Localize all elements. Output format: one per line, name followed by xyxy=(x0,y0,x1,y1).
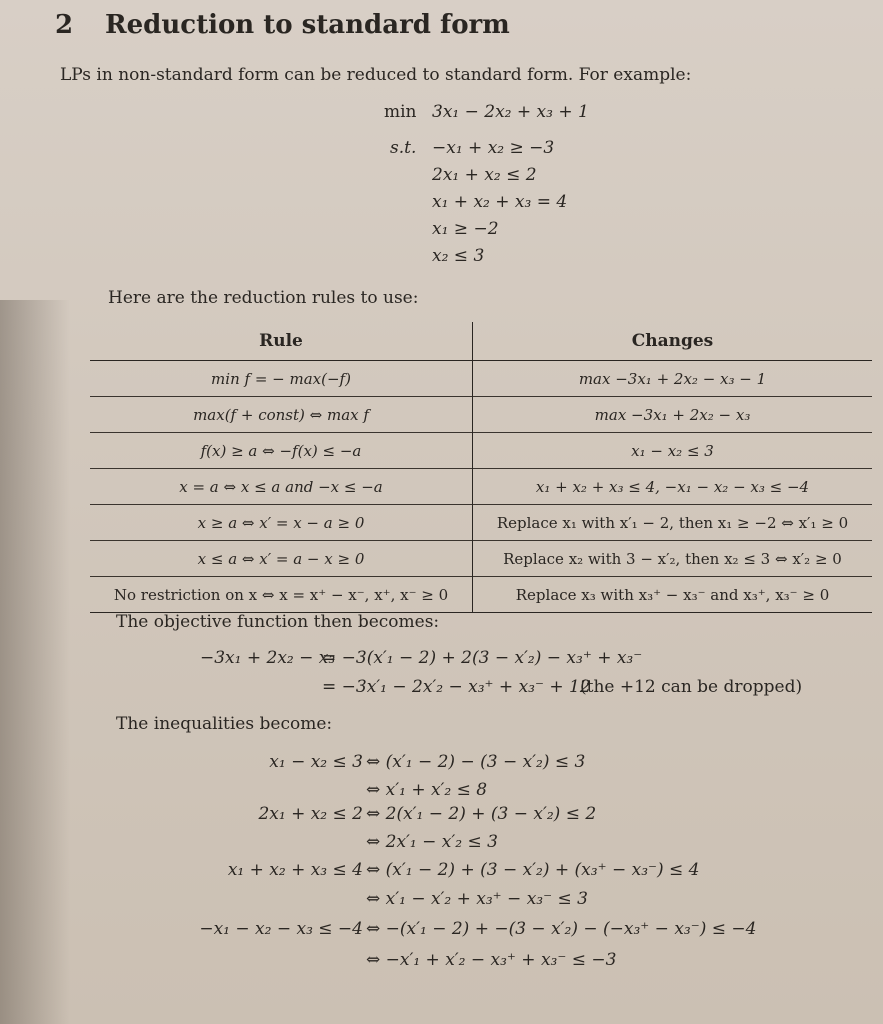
table-row xyxy=(90,541,872,577)
change-cell: Replace x₁ with x′₁ − 2, then x₁ ≥ −2 ⇔ x′₁ ≥ 0 xyxy=(473,505,873,541)
lp-constraint: x₂ ≤ 3 xyxy=(432,246,485,266)
inequalities-intro: The inequalities become: xyxy=(116,714,333,734)
ineq-lhs: −x₁ − x₂ − x₃ ≤ −4 xyxy=(199,919,363,939)
intro-paragraph: LPs in non-standard form can be reduced to standard form. For example: xyxy=(60,65,692,85)
reduction-rules-table xyxy=(90,322,872,613)
lp-constraint: x₁ + x₂ + x₃ = 4 xyxy=(432,192,568,212)
change-cell: x₁ + x₂ + x₃ ≤ 4, −x₁ − x₂ − x₃ ≤ −4 xyxy=(473,469,873,505)
lp-objective: 3x₁ − 2x₂ + x₃ + 1 xyxy=(432,102,589,122)
table-row xyxy=(90,577,872,613)
change-cell: max −3x₁ + 2x₂ − x₃ − 1 xyxy=(473,361,873,397)
table-row xyxy=(90,361,872,397)
objective-line2-rhs: = −3x′₁ − 2x′₂ − x₃⁺ + x₃⁻ + 12 xyxy=(322,677,591,697)
objective-line1-rhs: = −3(x′₁ − 2) + 2(3 − x′₂) − x₃⁺ + x₃⁻ xyxy=(322,648,643,668)
table-header-row xyxy=(90,322,872,361)
section-number: 2 xyxy=(55,10,74,40)
objective-note: (the +12 can be dropped) xyxy=(580,677,803,697)
rule-cell: x ≤ a ⇔ x′ = a − x ≥ 0 xyxy=(90,541,473,577)
ineq-rhs: ⇔ x′₁ − x′₂ + x₃⁺ − x₃⁻ ≤ 3 xyxy=(366,889,588,909)
table-row xyxy=(90,397,872,433)
ineq-lhs: x₁ + x₂ + x₃ ≤ 4 xyxy=(227,860,363,880)
ineq-rhs: ⇔ x′₁ + x′₂ ≤ 8 xyxy=(366,780,488,800)
ineq-rhs: ⇔ −x′₁ + x′₂ − x₃⁺ + x₃⁻ ≤ −3 xyxy=(366,950,617,970)
rule-cell: min f = − max(−f) xyxy=(90,361,473,397)
section-title: Reduction to standard form xyxy=(105,10,510,40)
lp-constraint: −x₁ + x₂ ≥ −3 xyxy=(432,138,555,158)
rule-cell: max(f + const) ⇔ max f xyxy=(90,397,473,433)
rule-cell: x = a ⇔ x ≤ a and −x ≤ −a xyxy=(90,469,473,505)
rule-cell: No restriction on x ⇔ x = x⁺ − x⁻, x⁺, x⁻ ≥ 0 xyxy=(90,577,473,613)
change-cell: Replace x₂ with 3 − x′₂, then x₂ ≤ 3 ⇔ x′₂ ≥ 0 xyxy=(473,541,873,577)
lp-constraint: x₁ ≥ −2 xyxy=(432,219,499,239)
change-cell: max −3x₁ + 2x₂ − x₃ xyxy=(473,397,873,433)
ineq-rhs: ⇔ 2(x′₁ − 2) + (3 − x′₂) ≤ 2 xyxy=(366,804,597,824)
table-row xyxy=(90,505,872,541)
ineq-rhs: ⇔ −(x′₁ − 2) + −(3 − x′₂) − (−x₃⁺ − x₃⁻) ≤ −4 xyxy=(366,919,757,939)
objective-intro: The objective function then becomes: xyxy=(116,612,440,632)
lp-st-label: s.t. xyxy=(390,138,417,158)
rules-intro: Here are the reduction rules to use: xyxy=(108,288,419,308)
table-row xyxy=(90,433,872,469)
page-edge-shadow xyxy=(0,300,70,1024)
objective-line1-lhs: −3x₁ + 2x₂ − x₃ xyxy=(200,648,336,668)
table-row xyxy=(90,469,872,505)
header-changes: Changes xyxy=(473,322,873,361)
ineq-rhs: ⇔ (x′₁ − 2) + (3 − x′₂) + (x₃⁺ − x₃⁻) ≤ 4 xyxy=(366,860,700,880)
header-rule: Rule xyxy=(90,322,473,361)
change-cell: x₁ − x₂ ≤ 3 xyxy=(473,433,873,469)
rule-cell: f(x) ≥ a ⇔ −f(x) ≤ −a xyxy=(90,433,473,469)
ineq-rhs: ⇔ 2x′₁ − x′₂ ≤ 3 xyxy=(366,832,498,852)
ineq-lhs: 2x₁ + x₂ ≤ 2 xyxy=(258,804,363,824)
change-cell: Replace x₃ with x₃⁺ − x₃⁻ and x₃⁺, x₃⁻ ≥ 0 xyxy=(473,577,873,613)
lp-constraint: 2x₁ + x₂ ≤ 2 xyxy=(432,165,537,185)
ineq-lhs: x₁ − x₂ ≤ 3 xyxy=(269,752,363,772)
rule-cell: x ≥ a ⇔ x′ = x − a ≥ 0 xyxy=(90,505,473,541)
lp-min-label: min xyxy=(384,102,417,122)
ineq-rhs: ⇔ (x′₁ − 2) − (3 − x′₂) ≤ 3 xyxy=(366,752,586,772)
